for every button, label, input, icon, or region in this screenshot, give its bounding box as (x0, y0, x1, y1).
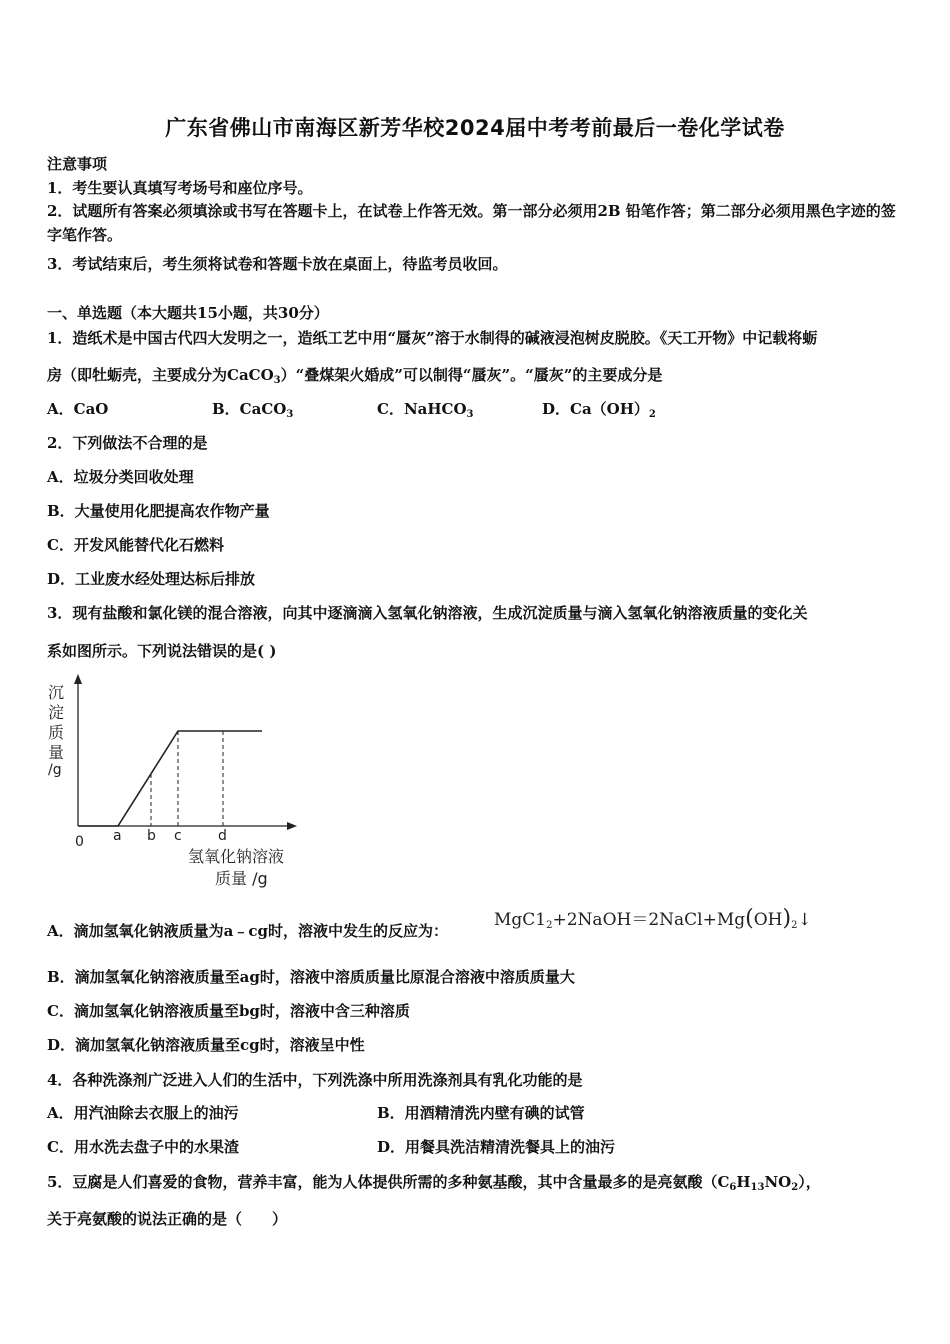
q2-stem: 2．下列做法不合理的是 (47, 434, 208, 452)
q2-option-b: B．大量使用化肥提高农作物产量 (47, 502, 270, 520)
section-heading: 一、单选题（本大题共15小题，共30分） (47, 304, 329, 322)
q4-stem: 4．各种洗涤剂广泛进入人们的生活中，下列洗涤中所用洗涤剂具有乳化功能的是 (47, 1071, 583, 1089)
q2-option-d: D．工业废水经处理达标后排放 (47, 570, 256, 588)
q4-option-c: C．用水洗去盘子中的水果渣 (47, 1138, 239, 1156)
q4-option-d: D．用餐具洗洁精清洗餐具上的油污 (377, 1138, 616, 1156)
page-title: 广东省佛山市南海区新芳华校2024届中考考前最后一卷化学试卷 (165, 116, 785, 140)
notice-item-2: 2．试题所有答案必须填涂或书写在答题卡上，在试卷上作答无效。第一部分必须用2B 铅笔作答；第二部分必须用黑色字迹的签字笔作答。 (47, 202, 896, 244)
graph-x-arrow (287, 822, 297, 830)
graph-tick-b: b (147, 828, 156, 844)
q3-stem-line1: 3．现有盐酸和氯化镁的混合溶液，向其中逐滴滴入氢氧化钠溶液，生成沉淀质量与滴入氢氧化钠溶液质量的变化关 (47, 604, 808, 622)
q1-option-c: C．NaHCO$_3$ (377, 400, 474, 420)
precipitate-graph (40, 672, 310, 894)
graph-ylabel-char-4: 量 (48, 743, 65, 762)
graph-xlabel-line2: 质量 /g (215, 869, 268, 888)
q1-stem-line2: 房（即牡蛎壳，主要成分为CaCO$_3$）“叠煤架火婚成”可以制得“蜃灰”。“蜃灰”的主要成分是 (47, 366, 663, 386)
q5-stem-line1: 5．豆腐是人们喜爱的食物，营养丰富，能为人体提供所需的多种氨基酸，其中含量最多的是亮氨酸$(C_6H_{13}NO_2)$， (47, 1173, 821, 1193)
q3-option-a-equation: $MgC1_2+2NaOH=2NaCl+Mg(OH)_2↓$ (494, 906, 812, 931)
notice-item-3: 3．考试结束后，考生须将试卷和答题卡放在桌面上，待监考员收回。 (47, 255, 508, 273)
q1-option-b: B．CaCO$_3$ (212, 400, 294, 420)
q1-option-a: A．CaO (47, 400, 109, 418)
q5-stem-line2: 关于亮氨酸的说法正确的是（ ） (47, 1210, 288, 1228)
graph-tick-a: a (113, 828, 122, 844)
graph-ylabel-char-2: 淀 (48, 703, 65, 722)
notice-heading: 注意事项 (47, 155, 108, 173)
graph-tick-c: c (174, 828, 182, 844)
graph-origin-label: 0 (75, 834, 84, 850)
graph-curve (78, 731, 262, 826)
graph-tick-d: d (218, 828, 227, 844)
q3-option-a: A．滴加氢氧化钠液质量为a﹣cg时，溶液中发生的反应为： (47, 922, 448, 940)
q3-option-b: B．滴加氢氧化钠溶液质量至ag时，溶液中溶质质量比原混合溶液中溶质质量大 (47, 968, 575, 986)
q3-stem-line2: 系如图所示。下列说法错误的是( ) (47, 642, 277, 660)
q1-option-d: D．$Ca(OH)_2$ (542, 400, 656, 420)
q1-stem-line1: 1．造纸术是中国古代四大发明之一，造纸工艺中用“蜃灰”溶于水制得的碱液浸泡树皮脱胶。《天工开物》中记载将蛎 (47, 329, 818, 347)
q3-option-c: C．滴加氢氧化钠溶液质量至bg时，溶液中含三种溶质 (47, 1002, 410, 1020)
graph-xlabel-line1: 氢氧化钠溶液 (188, 847, 285, 866)
notice-item-1: 1．考生要认真填写考场号和座位序号。 (47, 179, 313, 197)
graph-ylabel-char-3: 质 (48, 723, 65, 742)
graph-ylabel-unit: /g (48, 762, 62, 778)
q4-option-b: B．用酒精清洗内壁有碘的试管 (377, 1104, 585, 1122)
graph-y-arrow (74, 674, 82, 684)
q4-option-a: A．用汽油除去衣服上的油污 (47, 1104, 239, 1122)
q2-option-c: C．开发风能替代化石燃料 (47, 536, 224, 554)
q3-option-d: D．滴加氢氧化钠溶液质量至cg时，溶液呈中性 (47, 1036, 365, 1054)
q2-option-a: A．垃圾分类回收处理 (47, 468, 194, 486)
graph-ylabel-char-1: 沉 (48, 683, 65, 702)
